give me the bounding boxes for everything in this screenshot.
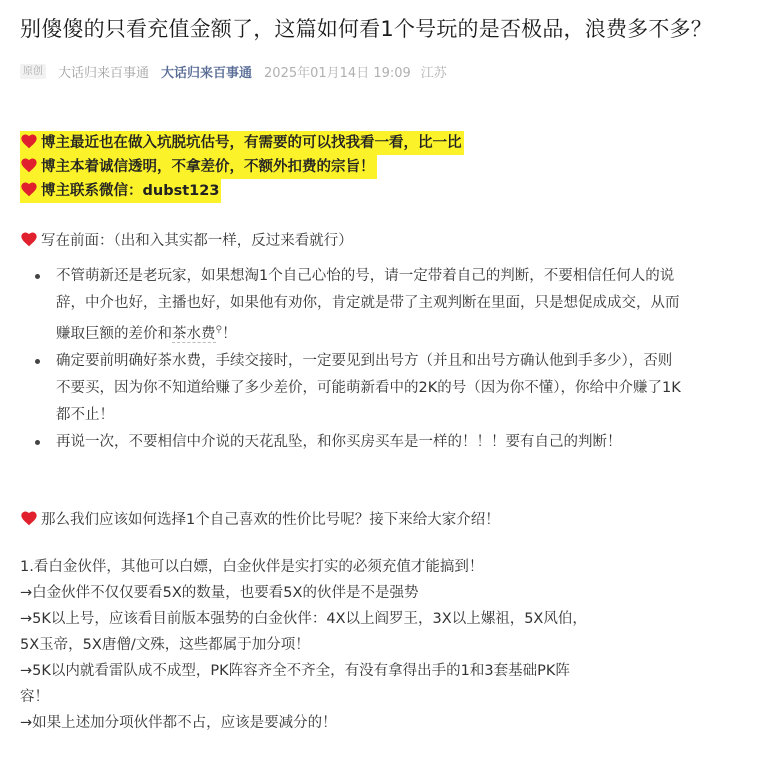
list-item: 确定要前明确好茶水费，手续交接时，一定要见到出号方（并且和出号方确认他到手多少），否则不要买，因为你不知道给赚了多少差价，可能萌新看中的2K的号（因为你不懂），你给中介赚了1K都不止！ [34,348,684,429]
article [20,14,740,736]
section-line: →如果上述加分项伙伴都不占，应该是要减分的！ [20,714,337,731]
highlight-line [20,155,740,179]
heart-icon [20,510,38,526]
highlight-line [20,179,740,203]
intro-text: 写在前面：（出和入其实都一样，反过来看就行） [41,233,353,249]
highlight-text: 博主本着诚信透明，不拿差价，不额外扣费的宗旨！ [41,159,375,175]
choose-heading [20,508,740,532]
highlight-block [20,131,740,203]
section-line: →白金伙伴不仅仅要看5X的数量，也要看5X的伙伴是不是强势 [20,584,419,601]
section-body [20,554,740,736]
article-meta [20,61,740,81]
list-item: 再说一次，不要相信中介说的天花乱坠，和你买房买车是一样的！！！要有自己的判断！ [34,429,684,456]
list-item: 不管萌新还是老玩家，如果想淘1个自己心怡的号，请一定带着自己的判断，不要相信任何人的说辞，中介也好，主播也好，如果他有劝你，肯定就是带了主观判断在里面，只是想促成成交，从而赚取巨额的差价和茶水费⚲！ [34,263,684,348]
highlight-line [20,131,740,155]
section-line: 1.看白金伙伴，其他可以白嫖，白金伙伴是实打实的必须充值才能搞到！ [20,558,484,575]
intro-line [20,229,740,253]
highlight-text: 博主联系微信：dubst123 [41,183,220,199]
section-line: →5K以上号，应该看目前版本强势的白金伙伴：4X以上阎罗王，3X以上嫘祖，5X风伯， [20,610,587,627]
publish-date: 2025年01月14日 19:09 [264,65,411,81]
advice-list [20,263,740,456]
heart-icon [20,181,38,197]
section-line: 5X玉帝，5X唐僧/文殊，这些都属于加分项！ [20,636,310,653]
heart-icon [20,231,38,247]
section-line: 容！ [20,688,49,705]
account-name[interactable]: 大话归来百事通 [58,65,150,81]
highlight-text: 博主最近也在做入坑脱坑估号，有需要的可以找我看一看，比一比 [41,135,462,151]
tea-fee-link[interactable]: 茶水费 [172,325,216,342]
publish-location: 江苏 [420,65,447,81]
choose-text: 那么我们应该如何选择1个自己喜欢的性价比号呢？接下来给大家介绍！ [41,511,500,528]
section-line: →5K以内就看雷队成不成型，PK阵容齐全不齐全，有没有拿得出手的1和3套基础PK阵 [20,662,570,679]
search-icon[interactable]: ⚲ [215,325,223,335]
author-link[interactable]: 大话归来百事通 [161,65,253,81]
article-title: 别傻傻的只看充值金额了，这篇如何看1个号玩的是否极品，浪费多不多？ [20,17,712,41]
heart-icon [20,157,38,173]
heart-icon [20,133,38,149]
original-badge: 原创 [20,64,46,79]
